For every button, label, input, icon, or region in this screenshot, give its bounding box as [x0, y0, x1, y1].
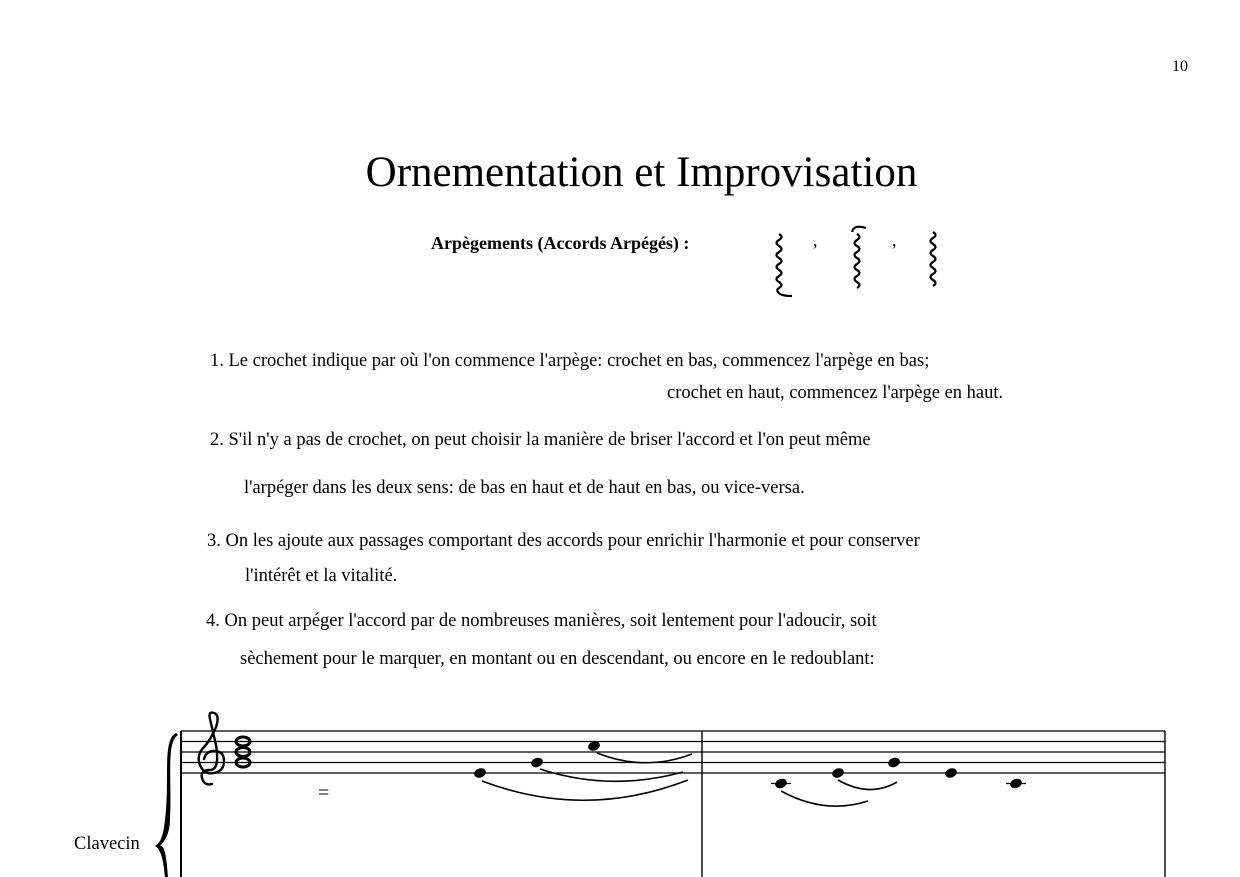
- instrument-label: Clavecin: [74, 834, 140, 854]
- treble-clef-icon: [199, 713, 224, 785]
- brace-icon: [155, 733, 178, 877]
- separator-2: ,: [892, 230, 897, 250]
- staff-lines: [181, 731, 1165, 773]
- ties-measure-1: [482, 753, 692, 800]
- separator-1: ,: [813, 230, 818, 250]
- paragraph-2-line-2: l'arpéger dans les deux sens: de bas en haut et de haut en bas, ou vice-versa.: [244, 478, 805, 498]
- paragraph-4-line-1: 4. On peut arpéger l'accord par de nombreuses manières, soit lentement pour l'adoucir, soit: [206, 611, 877, 631]
- page-title: Ornementation et Improvisation: [365, 149, 918, 196]
- paragraph-1-line-2: crochet en haut, commencez l'arpège en haut.: [667, 383, 1004, 403]
- ties-measure-2: [781, 780, 897, 806]
- paragraph-3-line-1: 3. On les ajoute aux passages comportant des accords pour enrichir l'harmonie et pour conserver: [207, 531, 920, 551]
- paragraph-2-line-1: 2. S'il n'y a pas de crochet, on peut choisir la manière de briser l'accord et l'on peut même: [210, 430, 871, 450]
- paragraph-1-line-1: 1. Le crochet indique par où l'on commence l'arpège: crochet en bas, commencez l'arpège en bas;: [210, 351, 930, 371]
- page-number: 10: [1172, 58, 1188, 75]
- paragraph-3-line-2: l'intérêt et la vitalité.: [245, 566, 398, 586]
- paragraph-4-line-2: sèchement pour le marquer, en montant ou en descendant, ou encore en le redoublant:: [240, 649, 875, 669]
- barlines: [181, 731, 1165, 877]
- equivalence-sign: =: [318, 782, 330, 804]
- arpeggio-heading: Arpègements (Accords Arpégés) :: [431, 233, 690, 253]
